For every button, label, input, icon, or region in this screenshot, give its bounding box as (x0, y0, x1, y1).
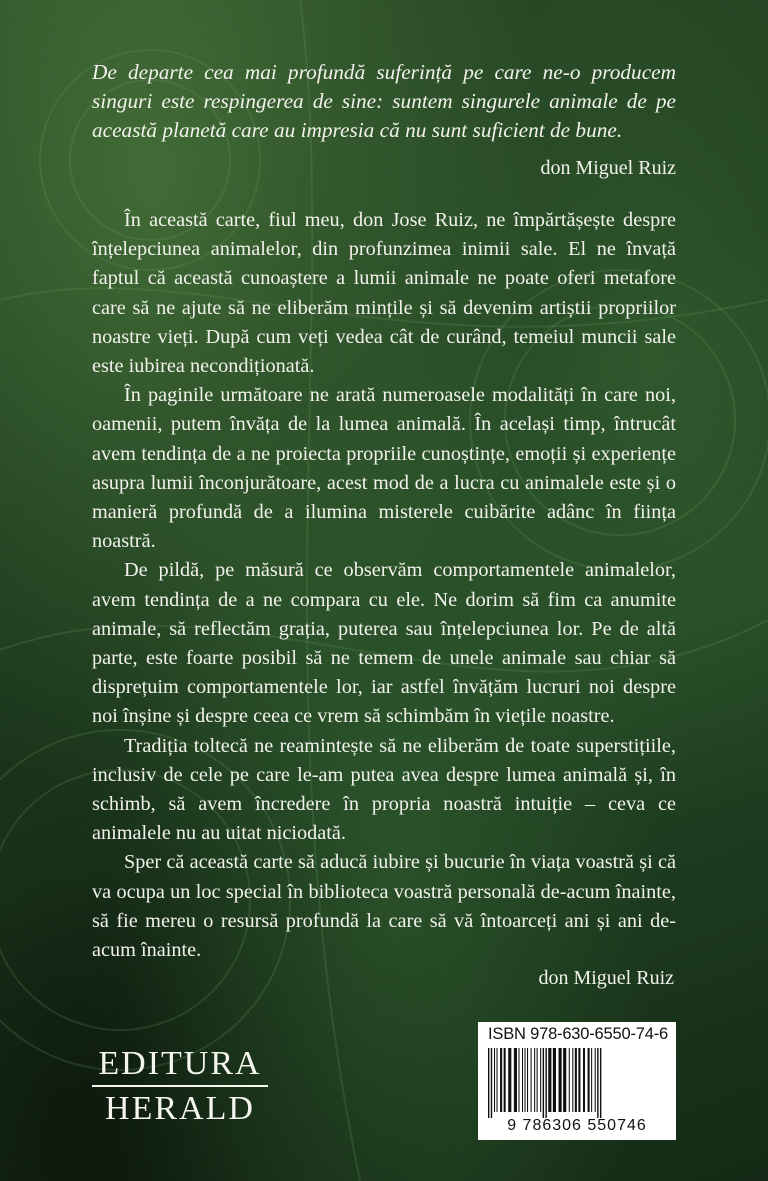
barcode-bar (559, 1048, 562, 1112)
epigraph-quote (92, 58, 676, 180)
paragraph: În paginile următoare ne arată numeroasele modalități în care noi, oamenii, putem învăța de la lumea animală. În același timp, întrucât avem tendința de a ne proiecta propriile cunoștințe, emoții și experiențe asupra lumii înconjurătoare, acest mod de a lucra cu animalele este și o manieră profundă de a ilumina misterele cuibărite adânc în ființa noastră. (92, 384, 676, 553)
barcode-bar (591, 1048, 592, 1112)
barcode-bar (497, 1048, 498, 1112)
paragraph: Sper că această carte să aducă iubire și bucurie în viața voastră și că va ocupa un loc special în biblioteca voastră personală de-acum înainte, să fie mereu o resursă profundă la care să vă întoarceți ani și ani de-acum înainte. (92, 851, 676, 962)
quote-author: don Miguel Ruiz (540, 157, 676, 179)
blurb-text (92, 206, 676, 965)
publisher-line-2: HERALD (105, 1089, 255, 1127)
barcode-bar (491, 1048, 492, 1118)
isbn-label: ISBN 978-630-6550-74-6 (488, 1025, 668, 1043)
barcode-bar (522, 1048, 523, 1112)
paragraph: Tradiția toltecă ne reamintește să ne eliberăm de toate superstițiile, inclusiv de cele pe care le-am putea avea despre lumea animală și, în schimb, să avem încredere în propria noastră intuiție – ceva ce animalele nu au uitat niciodată. (92, 734, 676, 845)
barcode-bar (537, 1048, 538, 1112)
barcode-bar (553, 1048, 556, 1112)
barcode-bar (572, 1048, 573, 1112)
publisher-line-1: EDITURA (98, 1045, 262, 1082)
barcode-bar (588, 1048, 590, 1112)
barcode-bar (488, 1048, 489, 1118)
barcode-digits: 9 786306 550746 (507, 1117, 647, 1134)
blurb-author: don Miguel Ruiz (538, 967, 674, 989)
barcode-bar (525, 1048, 526, 1112)
barcode-bar (595, 1048, 596, 1112)
barcode-bar (548, 1048, 551, 1112)
barcode-bar (578, 1048, 580, 1112)
barcode-bar (500, 1048, 502, 1112)
barcode-bar (583, 1048, 585, 1112)
barcode-bar (494, 1048, 495, 1112)
publisher-logo (92, 1045, 268, 1128)
barcode-bar (514, 1048, 517, 1112)
barcode-bar (575, 1048, 577, 1112)
barcode-bar (563, 1048, 566, 1112)
barcode-bar (569, 1048, 570, 1112)
barcode-bar (534, 1048, 535, 1112)
barcode-bar (518, 1048, 519, 1112)
barcode-bar (504, 1048, 506, 1112)
barcode-bar (597, 1048, 598, 1118)
paragraph: De pildă, pe măsură ce observăm comportamentele animalelor, avem tendința de a ne compara cu ele. Ne dorim să fim ca anumite animale, să reflectăm grația, puterea sau înțelepciunea lor. Pe de altă parte, este foarte posibil să ne temem de unele animale sau chiar să disprețuim comportamentele lor, iar astfel învățăm lucruri noi despre noi înșine și despre ceea ce vrem să schimbăm în viețile noastre. (92, 559, 676, 728)
barcode-bar (600, 1048, 601, 1118)
barcode-bar (508, 1048, 511, 1112)
barcode-bar (543, 1048, 544, 1118)
publisher-divider (92, 1085, 268, 1087)
barcode-bar (545, 1048, 546, 1118)
paragraph: În această carte, fiul meu, don Jose Ruiz, ne împărtășește despre înțelepciunea animalelor, din profunzimea inimii sale. El ne învață faptul că această cunoaștere a lumii animale ne poate oferi metafore care să ne ajute să ne eliberăm mințile și să devenim artiștii propriilor noastre vieți. După cum veți vedea cât de curând, temeiul muncii sale este iubirea necondiționată. (92, 209, 676, 378)
barcode-bar (540, 1048, 541, 1112)
barcode-bar (531, 1048, 532, 1112)
barcode-bar (527, 1048, 528, 1112)
barcode-bars (488, 1048, 666, 1118)
quote-text: De departe cea mai profundă suferință pe care ne-o producem singuri este respingerea de sine: suntem singurele animale de pe această planetă care au impresia că nu sunt suficient de bune. (92, 60, 676, 142)
isbn-barcode (478, 1022, 676, 1140)
